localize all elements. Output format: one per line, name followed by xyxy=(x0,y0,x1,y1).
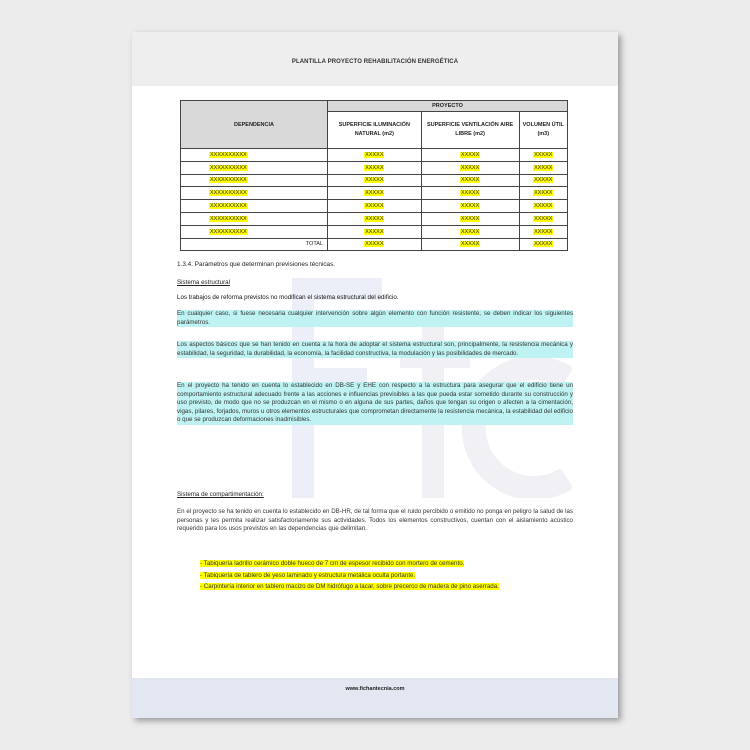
paragraph-2: Los aspectos básicos que se han tenido en cuenta a la hora de adoptar el sistema estructural son, principalmente, la resistencia mecánica y estabilidad, la seguridad, la durabilidad, la economía, la facilidad constructiva, la modulación y las posibilidades de mercado. xyxy=(177,341,573,357)
project-table xyxy=(180,100,568,251)
cell-value: XXXXX xyxy=(460,190,480,197)
estructural-title: Sistema estructural xyxy=(177,279,230,286)
total-value: XXXXX xyxy=(534,241,553,248)
row-name: XXXXXXXXXX xyxy=(210,190,247,197)
cell-value: XXXXX xyxy=(460,164,480,171)
cell-value: XXXXX xyxy=(365,203,384,210)
total-label: TOTAL xyxy=(181,238,328,251)
bullet-item: - Carpintería interior en tablero macizo de DM hidrófugo a lacar, sobre precerco de madera de pino aserrada. xyxy=(200,583,499,591)
table-row xyxy=(181,174,568,187)
estructural-intro: Los trabajos de reforma previstos no modifican el sistema estructural del edificio. xyxy=(177,294,399,301)
table-row xyxy=(181,187,568,200)
cell-value: XXXXX xyxy=(365,164,384,171)
cell-value: XXXXX xyxy=(460,228,480,235)
col-iluminacion: SUPERFICIE ILUMINACIÓN NATURAL (m2) xyxy=(328,112,422,149)
table-row xyxy=(181,200,568,213)
footer-url: www.fichantecnia.com xyxy=(345,686,405,692)
table-row xyxy=(181,149,568,162)
bullet-list xyxy=(200,560,572,595)
page-footer xyxy=(132,678,618,718)
cell-value: XXXXX xyxy=(534,190,553,197)
col-volumen: VOLUMEN ÚTIL (m3) xyxy=(519,112,567,149)
bullet-item: - Tabiquería ladrillo cerámico doble hueco de 7 cm de espesor recibido con mortero de cemento. xyxy=(200,560,465,567)
total-value: XXXXX xyxy=(460,241,480,248)
cell-value: XXXXX xyxy=(460,203,480,210)
cell-value: XXXXX xyxy=(460,215,480,222)
row-name: XXXXXXXXXX xyxy=(210,203,247,210)
row-name: XXXXXXXXXX xyxy=(210,164,247,171)
col-proyecto: PROYECTO xyxy=(328,101,568,112)
header-title: PLANTILLA PROYECTO REHABILITACIÓN ENERGÉTICA xyxy=(291,59,459,65)
paragraph-4: En el proyecto se ha tenido en cuenta lo establecido en DB-HR, de tal forma que el ruido percibido o emitido no ponga en peligro la salud de las personas y les permita realizar satisfactoriamente sus actividades. Todos los elementos constructivos, cuentan con el aislamiento acústico requerido para los usos previstos en las dependencias que delimitan. xyxy=(177,508,573,533)
row-name: XXXXXXXXXX xyxy=(210,151,247,158)
cell-value: XXXXX xyxy=(365,215,384,222)
cell-value: XXXXX xyxy=(460,177,480,184)
cell-value: XXXXX xyxy=(460,151,480,158)
table-total-row xyxy=(181,238,568,251)
col-dependencia: DEPENDENCIA xyxy=(181,101,328,149)
col-ventilacion: SUPERFICIE VENTILACIÓN AIRE LIBRE (m2) xyxy=(421,112,519,149)
table-row xyxy=(181,161,568,174)
cell-value: XXXXX xyxy=(534,203,553,210)
paragraph-1: En cualquier caso, si fuese necesaria cualquier intervención sobre algún elemento con función resistente, se deben indicar los siguientes parámetros. xyxy=(177,310,573,326)
cell-value: XXXXX xyxy=(534,228,553,235)
table-row xyxy=(181,225,568,238)
cell-value: XXXXX xyxy=(365,177,384,184)
cell-value: XXXXX xyxy=(534,215,553,222)
document-page xyxy=(132,32,618,718)
paragraph-3: En el proyecto ha tenido en cuenta lo establecido en DB-SE y EHE con respecto a la estructura para asegurar que el edificio tiene un comportamiento estructural adecuado frente a las acciones e influencias previsibles a las que pueda estar sometido durante su construcción y uso previsto, de modo que no se produzcan en el mismo o en alguna de sus partes, daños que tengan su origen o afecten a la cimentación, vigas, pilares, forjados, muros u otros elementos estructurales que comprometan directamente la resistencia mecánica, la estabilidad del edificio o que se produzcan deformaciones inadmisibles. xyxy=(177,382,573,424)
cell-value: XXXXX xyxy=(534,177,553,184)
section-heading: 1.3.4. Parámetros que determinan previsiones técnicas. xyxy=(177,261,336,268)
row-name: XXXXXXXXXX xyxy=(210,215,247,222)
cell-value: XXXXX xyxy=(365,151,384,158)
cell-value: XXXXX xyxy=(534,151,553,158)
table-row xyxy=(181,212,568,225)
cell-value: XXXXX xyxy=(365,228,384,235)
total-value: XXXXX xyxy=(365,241,384,248)
row-name: XXXXXXXXXX xyxy=(210,228,247,235)
compart-title: Sistema de compartimentación: xyxy=(177,491,264,498)
page-header xyxy=(132,32,618,86)
row-name: XXXXXXXXXX xyxy=(210,177,247,184)
cell-value: XXXXX xyxy=(534,164,553,171)
bullet-item: - Tabiquería de tablero de yeso laminado y estructura metálica oculta portante. xyxy=(200,571,416,579)
cell-value: XXXXX xyxy=(365,190,384,197)
